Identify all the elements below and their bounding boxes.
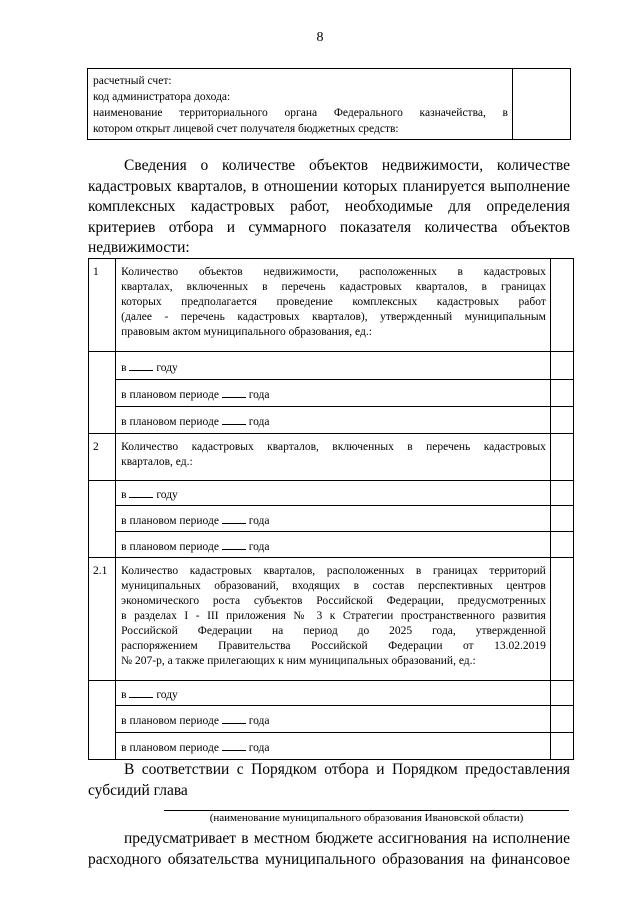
section-number: 2 — [89, 434, 116, 481]
underline-note: (наименование муниципального образования Ивановской области) — [209, 812, 524, 824]
criteria-table — [88, 258, 574, 760]
section-description — [116, 259, 551, 352]
paragraph-line: комплексных кадастровых работ, необходимые для определения — [88, 198, 570, 215]
year-blank — [129, 359, 153, 371]
value-cell — [550, 706, 573, 733]
table-row — [89, 434, 574, 481]
year-prefix: в плановом периоде — [121, 416, 219, 428]
section-description — [116, 434, 551, 481]
value-cell — [550, 352, 573, 380]
table-row — [89, 706, 574, 733]
year-blank — [222, 538, 246, 550]
year-suffix: года — [248, 416, 270, 428]
section-number: 2.1 — [89, 558, 116, 681]
value-cell — [550, 681, 573, 706]
table-row — [89, 380, 574, 407]
value-cell — [550, 733, 573, 760]
year-suffix: года — [248, 389, 270, 401]
paragraph-line: предусматривает в местном бюджете ассигнования на исполнение — [124, 830, 570, 847]
description-line: муниципальных образований, входящих в состав перспективных центров — [121, 580, 546, 592]
year-row — [116, 733, 551, 760]
table-row — [89, 733, 574, 760]
value-cell — [550, 259, 573, 352]
value-cell — [550, 558, 573, 681]
year-prefix: в — [121, 489, 127, 501]
account-line: наименование территориального органа Федерального казначейства, в — [93, 107, 508, 119]
paragraph-line: критериев отбора и суммарного показателя количества объектов — [88, 218, 570, 236]
year-suffix: году — [156, 362, 178, 374]
description-line: (далее - перечень кадастровых кварталов), утвержденный муниципальным — [121, 311, 546, 323]
blank-cell — [89, 352, 116, 434]
year-row — [116, 380, 551, 407]
info-heading-paragraph — [88, 156, 570, 259]
section-description — [116, 558, 551, 681]
year-prefix: в плановом периоде — [121, 742, 219, 754]
year-blank — [129, 686, 153, 698]
year-row — [116, 706, 551, 733]
year-blank — [222, 512, 246, 524]
year-blank — [129, 486, 153, 498]
section-number: 1 — [89, 259, 116, 352]
paragraph-line: субсидий глава — [88, 781, 188, 799]
final-paragraph — [88, 829, 570, 870]
value-cell — [550, 532, 573, 558]
year-suffix: года — [248, 541, 270, 553]
table-row — [89, 259, 574, 352]
table-row — [89, 681, 574, 706]
page-number: 8 — [316, 30, 324, 45]
description-line: в разделах I - III приложения № 3 к Стратегии пространственного развития — [121, 610, 546, 622]
paragraph-line: В соответствии с Порядком отбора и Порядком предоставления — [124, 761, 570, 778]
year-prefix: в — [121, 362, 127, 374]
description-line: распоряжением Правительства Российской Федерации от 13.02.2019 — [121, 640, 546, 652]
year-prefix: в плановом периоде — [121, 515, 219, 527]
year-blank — [222, 712, 246, 724]
year-blank — [222, 413, 246, 425]
description-line: которых предполагается проведение комплексных кадастровых работ — [121, 296, 546, 308]
description-line: кварталах, включенных в перечень кадастровых кварталов, в границах — [121, 281, 546, 293]
year-row — [116, 681, 551, 706]
table-row — [89, 532, 574, 558]
value-cell — [550, 407, 573, 434]
paragraph-line: недвижимости: — [88, 239, 190, 256]
account-line: котором открыт лицевой счет получателя бюджетных средств: — [93, 123, 399, 135]
value-cell — [550, 380, 573, 407]
paragraph-line: расходного обязательства муниципального образования на финансовое — [88, 850, 570, 868]
year-blank — [222, 386, 246, 398]
year-prefix: в плановом периоде — [121, 715, 219, 727]
year-row — [116, 352, 551, 380]
year-suffix: года — [248, 715, 270, 727]
description-line: кварталов, ед.: — [121, 456, 193, 468]
fill-in-underline — [164, 810, 569, 811]
description-line: № 207-р, а также прилегающих к ним муниципальных образований, ед.: — [121, 655, 476, 667]
description-line: правовым актом муниципального образования, ед.: — [121, 326, 372, 338]
value-cell — [550, 434, 573, 481]
value-cell — [550, 506, 573, 532]
year-prefix: в плановом периоде — [121, 541, 219, 553]
blank-cell — [89, 681, 116, 760]
description-line: Количество объектов недвижимости, расположенных в кадастровых — [121, 266, 546, 278]
account-details-cell — [88, 69, 513, 140]
paragraph-line: Сведения о количестве объектов недвижимости, количестве — [124, 157, 570, 174]
value-cell — [550, 481, 573, 506]
year-row — [116, 532, 551, 558]
description-line: Количество кадастровых кварталов, включенных в перечень кадастровых — [121, 441, 546, 453]
year-suffix: года — [248, 742, 270, 754]
year-row — [116, 506, 551, 532]
year-row — [116, 407, 551, 434]
table-row — [89, 407, 574, 434]
year-row — [116, 481, 551, 506]
closing-paragraph — [88, 760, 570, 801]
description-line: Количество кадастровых кварталов, расположенных в границах территорий — [121, 565, 546, 577]
description-line: Российской Федерации на период до 2025 года, утвержденной — [121, 625, 546, 637]
account-details-table — [87, 68, 571, 140]
year-suffix: году — [156, 689, 178, 701]
account-value-cell — [513, 69, 571, 140]
year-prefix: в — [121, 689, 127, 701]
paragraph-line: кадастровых кварталов, в отношении которых планируется выполнение — [88, 177, 570, 195]
year-suffix: года — [248, 515, 270, 527]
year-blank — [222, 739, 246, 751]
table-row — [89, 558, 574, 681]
year-prefix: в плановом периоде — [121, 389, 219, 401]
blank-cell — [89, 481, 116, 558]
account-line: расчетный счет: — [93, 75, 172, 87]
table-row — [89, 481, 574, 506]
table-row — [89, 506, 574, 532]
account-line: код администратора дохода: — [93, 91, 231, 103]
table-row — [89, 352, 574, 380]
description-line: экономического роста субъектов Российской Федерации, предусмотренных — [121, 595, 546, 607]
year-suffix: году — [156, 489, 178, 501]
